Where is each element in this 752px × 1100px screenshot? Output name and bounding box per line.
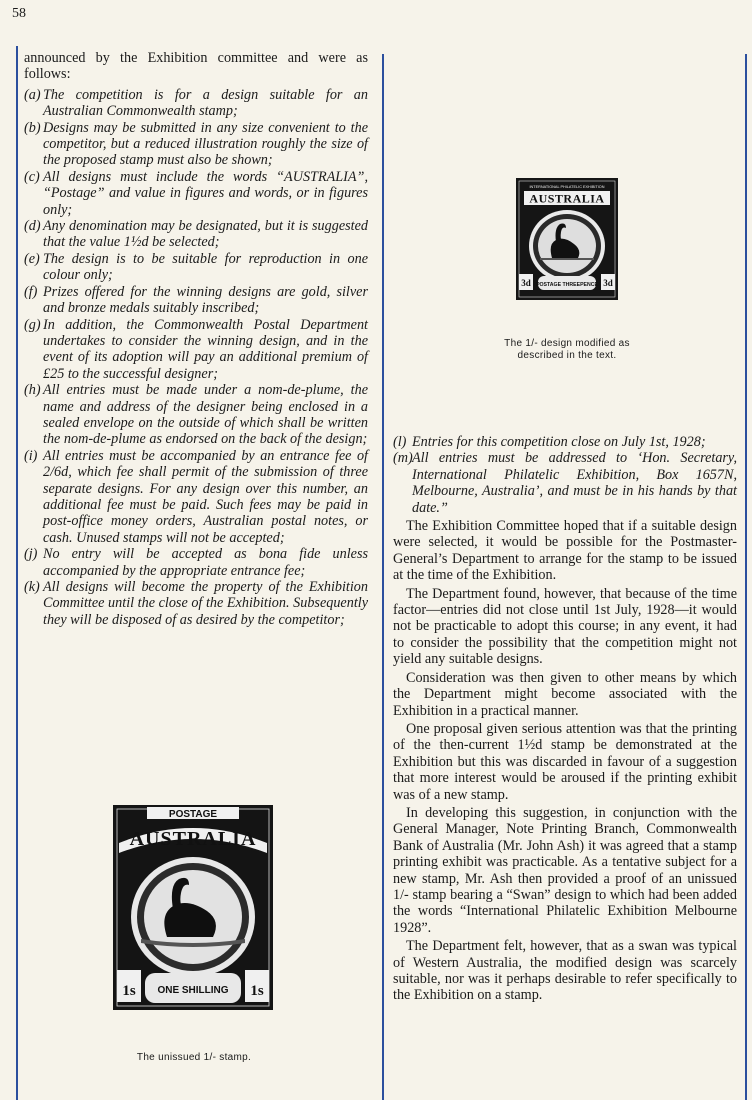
body-paragraph: The Department found, however, that because of the time factor—entries did not close until 1st July, 1928—it would not be practicable to adopt this course; in any event, it had to consider the possibility that the competition might not yield any suitable designs. (393, 585, 737, 668)
term-marker: (b) (24, 119, 41, 136)
term-item (393, 434, 737, 450)
modified-stamp-banner: AUSTRALIA (529, 191, 605, 206)
term-text: Entries for this competition close on July 1st, 1928; (412, 434, 706, 450)
body-paragraph: The Department felt, however, that as a swan was typical of Western Australia, the modified design was scarcely suitable, nor was it perhaps desirable to refer specifically to the Exhibition on a stamp. (393, 938, 737, 1004)
modified-design-caption: The 1/- design modified as described in the text. (504, 338, 630, 361)
competition-terms-list (24, 87, 368, 628)
left-column (24, 50, 368, 628)
term-marker: (d) (24, 218, 41, 235)
term-text: No entry will be accepted as bona fide unless accompanied by the appropriate entrance fee; (43, 546, 368, 579)
term-item (24, 87, 368, 120)
term-item (24, 251, 368, 284)
term-text: In addition, the Commonwealth Postal Department undertakes to consider the winning design, and in the event of its adoption will pay an additional premium of £25 to the successful designer; (43, 316, 368, 382)
unissued-stamp-value-left: 1s (122, 983, 136, 999)
left-column-rule (16, 46, 18, 1100)
unissued-stamp-value-right: 1s (250, 983, 264, 999)
term-text: All designs must include the words “AUSTRALIA”, “Postage” and value in figures and words, or in figures only; (43, 168, 368, 218)
term-marker: (m) (393, 450, 413, 467)
body-paragraphs (393, 518, 737, 1004)
term-item (393, 450, 737, 516)
body-paragraph: In developing this suggestion, in conjunction with the General Manager, Note Printing Branch, Commonwealth Bank of Australia (Mr. John Ash) it was agreed that a stamp printing exhibit was practicable. As a tentative subject for a new stamp, Mr. Ash then provided a proof of an unissued 1/- stamp bearing a “Swan” design to which had been added the words “International Philatelic Exhibition Melbourne 1928”. (393, 804, 737, 936)
unissued-stamp-image (113, 805, 273, 1010)
modified-design-stamp-image (516, 178, 618, 300)
term-text: The competition is for a design suitable for an Australian Commonwealth stamp; (43, 86, 368, 120)
term-item (24, 120, 368, 169)
unissued-stamp-top-text: POSTAGE (168, 809, 218, 820)
center-column-rule (382, 54, 384, 1100)
term-marker: (e) (24, 250, 40, 267)
term-text: Any denomination may be designated, but it is suggested that the value 1½d be selected; (43, 218, 368, 251)
page-number: 58 (12, 6, 26, 21)
term-text: All designs will become the property of the Exhibition Committee until the close of the Exhibition. Subsequently they will be disposed of as desired by the competitor; (43, 579, 368, 628)
term-item (24, 218, 368, 251)
term-item (24, 546, 368, 579)
unissued-stamp-caption: The unissued 1/- stamp. (136, 1052, 252, 1063)
term-marker: (g) (24, 316, 41, 333)
term-text: All entries must be made under a nom-de-plume, the name and address of the designer being enclosed in a sealed envelope on the outside of which shall be written the nom-de-plume as endorsed on the back of the design; (43, 382, 368, 448)
term-item (24, 579, 368, 628)
modified-stamp-value-right: 3d (603, 278, 613, 288)
term-item (24, 284, 368, 317)
term-item (24, 169, 368, 218)
term-item (24, 382, 368, 448)
term-text: All entries must be accompanied by an entrance fee of 2/6d, which fee shall permit of the submission of three separate designs. For any design over this number, an additional fee must be paid. Such fees may be paid in post-office money orders, Australian postal notes, or cash. Unused stamps will not be accepted; (43, 447, 368, 546)
term-item (24, 448, 368, 546)
body-paragraph: The Exhibition Committee hoped that if a suitable design were selected, it would be possible for the Postmaster-General’s Department to arrange for the stamp to be issued at the time of the Exhibition. (393, 518, 737, 584)
term-text: Prizes offered for the winning designs are gold, silver and bronze medals suitably inscribed; (43, 283, 368, 317)
body-paragraph: One proposal given serious attention was that the printing of the then-current 1½d stamp be demonstrated at the Exhibition but this was discarded in favour of a suggestion that more interest would be aroused if the printing exhibit was of a new stamp. (393, 720, 737, 803)
intro-paragraph: announced by the Exhibition committee and were as follows: (24, 50, 368, 83)
term-marker: (l) (393, 434, 407, 450)
unissued-stamp-banner: AUSTRALIA (129, 828, 257, 850)
term-text: The design is to be suitable for reproduction in one colour only; (43, 250, 368, 284)
term-marker: (c) (24, 168, 40, 185)
modified-stamp-bottom-text: POSTAGE THREEPENCE (536, 282, 598, 288)
modified-stamp-value-left: 3d (521, 278, 531, 288)
right-column-rule (745, 54, 747, 1100)
term-marker: (a) (24, 86, 41, 103)
term-marker: (j) (24, 546, 38, 563)
term-marker: (h) (24, 382, 41, 399)
body-paragraph: Consideration was then given to other means by which the Department might become associated with the Exhibition in a practical manner. (393, 669, 737, 719)
term-marker: (i) (24, 447, 38, 464)
modified-stamp-top-text: INTERNATIONAL PHILATELIC EXHIBITION (529, 185, 605, 189)
term-text: Designs may be submitted in any size convenient to the competitor, but a reduced illustration roughly the size of the proposed stamp must also be shown; (43, 119, 368, 169)
unissued-stamp-bottom-text: ONE SHILLING (157, 985, 229, 996)
term-text: All entries must be addressed to ‘Hon. Secretary, International Philatelic Exhibition, Box 1657N, Melbourne, Australia’, and must be in his hands by that date.” (412, 450, 737, 516)
term-item (24, 317, 368, 383)
term-marker: (k) (24, 579, 40, 595)
competition-terms-list-continued (393, 434, 737, 516)
term-marker: (f) (24, 283, 38, 300)
right-column (393, 434, 737, 1004)
